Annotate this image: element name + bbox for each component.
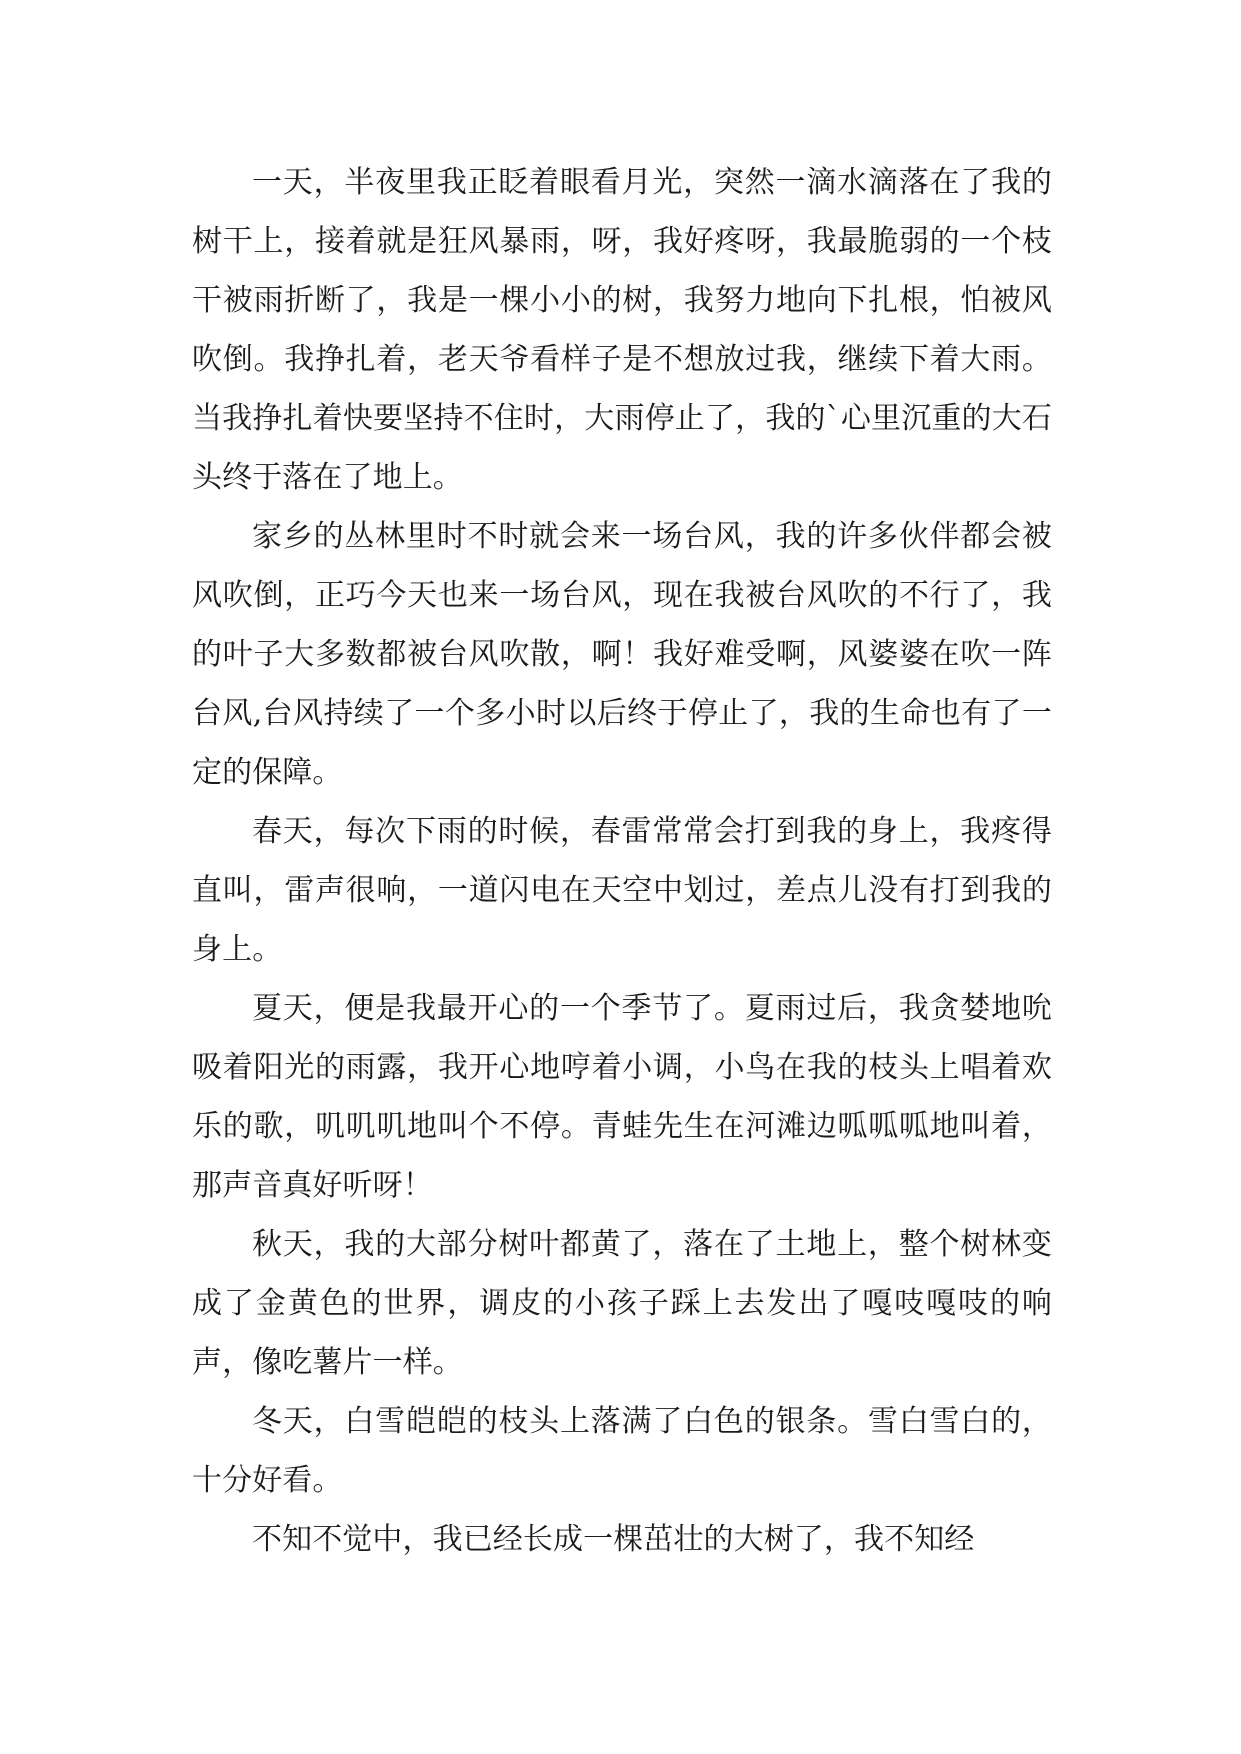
paragraph-typhoon: 家乡的丛林里时不时就会来一场台风，我的许多伙伴都会被风吹倒，正巧今天也来一场台风，现在我被台风吹的不行了，我的叶子大多数都被台风吹散，啊！我好难受啊，风婆婆在吹一阵台风,台风持续了一个多小时以后终于停止了，我的生命也有了一定的保障。 [192,519,1052,790]
paragraph-spring: 春天，每次下雨的时候，春雷常常会打到我的身上，我疼得直叫，雷声很响，一道闪电在天空中划过，差点儿没有打到我的身上。 [192,814,1052,967]
paragraph-night-storm: 一天，半夜里我正眨着眼看月光，突然一滴水滴落在了我的树干上，接着就是狂风暴雨，呀，我好疼呀，我最脆弱的一个枝干被雨折断了，我是一棵小小的树，我努力地向下扎根，怕被风吹倒。我挣扎着，老天爷看样子是不想放过我，继续下着大雨。当我挣扎着快要坚持不住时，大雨停止了，我的`心里沉重的大石头终于落在了地上。 [192,165,1052,495]
paragraph-summer: 夏天，便是我最开心的一个季节了。夏雨过后，我贪婪地吮吸着阳光的雨露，我开心地哼着小调，小鸟在我的枝头上唱着欢乐的歌，叽叽叽地叫个不停。青蛙先生在河滩边呱呱呱地叫着，那声音真好听呀！ [192,991,1052,1203]
document-body [192,153,1052,1569]
paragraph-autumn: 秋天，我的大部分树叶都黄了，落在了土地上，整个树林变成了金黄色的世界，调皮的小孩子踩上去发出了嘎吱嘎吱的响声，像吃薯片一样。 [192,1227,1052,1380]
paragraph-winter: 冬天，白雪皑皑的枝头上落满了白色的银条。雪白雪白的，十分好看。 [192,1404,1052,1498]
paragraph-grown-tree: 不知不觉中，我已经长成一棵茁壮的大树了，我不知经 [252,1522,975,1557]
